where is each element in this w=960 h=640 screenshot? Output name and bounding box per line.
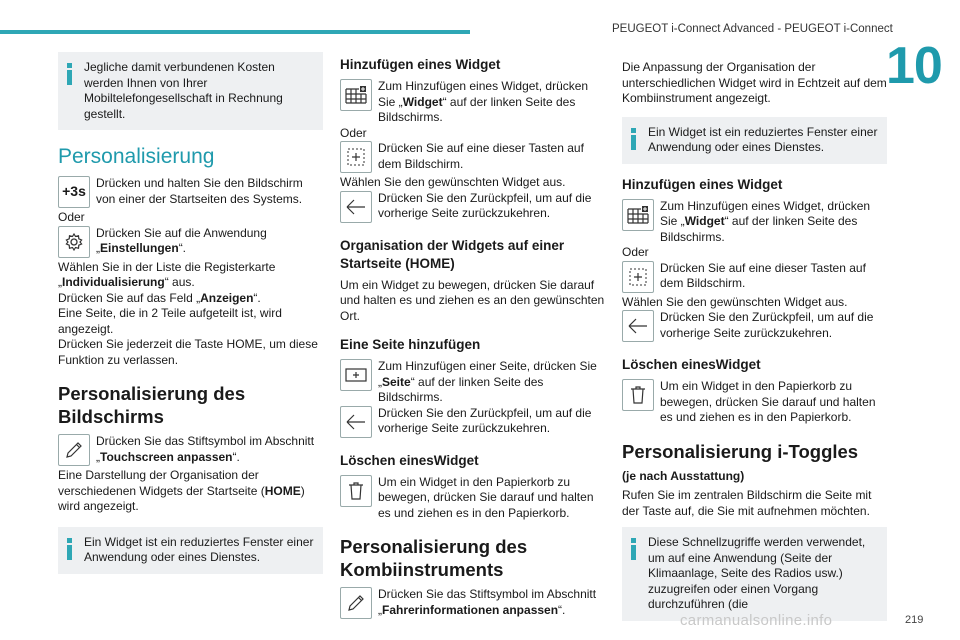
chapter-number: 10 bbox=[886, 37, 942, 95]
step-item: +3s Drücken und halten Sie den Bildschirm von einer der Startseiten des Systems. bbox=[58, 176, 323, 210]
subtitle-ausstattung: (je nach Ausstattung) bbox=[622, 468, 745, 483]
step-item: Drücken Sie den Zurückpfeil, um auf die vorherige Seite zurückzukehren. bbox=[622, 310, 887, 344]
step-item: Drücken Sie das Stiftsymbol im Abschnitt „Fahrerinformationen anpassen“. bbox=[340, 587, 605, 621]
section-title-widget-hinzufuegen: Hinzufügen eines Widget bbox=[340, 57, 501, 72]
step-item: Drücken Sie das Stiftsymbol im Abschnitt „Touchscreen anpassen“. bbox=[58, 434, 323, 468]
step-item: Drücken Sie den Zurückpfeil, um auf die vorherige Seite zurückzukehren. bbox=[340, 406, 605, 440]
back-arrow-icon bbox=[340, 406, 372, 438]
add-page-icon bbox=[340, 359, 372, 391]
trash-icon bbox=[340, 475, 372, 507]
step-item: Drücken Sie auf eine dieser Tasten auf dem Bildschirm. bbox=[622, 261, 887, 295]
info-note: Ein Widget ist ein reduziertes Fenster einer Anwendung oder eines Dienstes. bbox=[58, 527, 323, 574]
section-title-seite-hinzufuegen: Eine Seite hinzufügen bbox=[340, 337, 481, 352]
gear-icon bbox=[58, 226, 90, 258]
back-arrow-icon bbox=[622, 310, 654, 342]
info-note bbox=[58, 52, 323, 130]
section-title-widget-loeschen: Löschen einesWidget bbox=[622, 357, 761, 372]
note-text: Jegliche damit verbundenen Kosten werden Ihnen von Ihrer Mobiltelefongesellschaft in Rechnung gestellt. bbox=[84, 60, 283, 121]
column-3: Die Anpassung der Organisation der unterschiedlichen Widget wird in Echtzeit auf dem Kombiinstrument angezeigt. Ein Widget ist ein reduziertes Fenster einer Anwendung oder eines Dienstes. Hinzufügen eines Widget Zum Hinzufügen eines Widget, drücken Sie „Widget“ auf der linken Seite des Bildschirms. Oder Drücken Sie auf eine dieser Tasten auf dem Bildschirm. Wählen Sie den gewünschten Widget aus. Drücken Sie den Zurückpfeil, um auf die vorherige Seite zurückzukehren. Löschen einesWidget Um ein Widget in den Papierkorb zu bewegen, drücken Sie darauf und halten es und ziehen es in den Papierkorb. Personalisierung i-Toggles (je nach Ausstattung) Rufen Sie im zentralen Bildschirm die Seite mit der Taste auf, die Sie mit aufnehmen möchten. Diese Schnellzugriffe werden verwendet, um auf eine Anwendung (Seite der Klimaanlage, Seite des Radios usw.) zuzugreifen oder einen Vorgang durchzuführen (die bbox=[622, 60, 887, 631]
back-arrow-icon bbox=[340, 191, 372, 223]
column-1: Jegliche damit verbundenen Kosten werden Ihnen von Ihrer Mobiltelefongesellschaft in Rechnung gestellt. Personalisierung +3s Drücken und halten Sie den Bildschirm von einer der Startseiten des Systems. Oder Drücken Sie auf die Anwendung „Einstellungen“. Wählen Sie in der Liste die Registerkarte „Individualisierung“ aus. Drücken Sie auf das Feld „Anzeigen“. Eine Seite, die in 2 Teile aufgeteilt ist, wird angezeigt. Drücken Sie jederzeit die Taste HOME, um diese Funktion zu verlassen. Personalisierung des Bildschirms Drücken Sie das Stiftsymbol im Abschnitt „Touchscreen anpassen“. Eine Darstellung der Organisation der verschiedenen Widgets der Startseite (HOME) wird angezeigt. Ein Widget ist ein reduziertes Fenster einer Anwendung oder eines Dienstes. bbox=[58, 52, 323, 584]
pencil-icon bbox=[58, 434, 90, 466]
section-title-widget-loeschen: Löschen einesWidget bbox=[340, 452, 479, 468]
running-header: PEUGEOT i-Connect Advanced - PEUGEOT i-Connect bbox=[612, 23, 893, 35]
step-item: Drücken Sie auf die Anwendung „Einstellungen“. bbox=[58, 226, 323, 260]
step-item: Zum Hinzufügen einer Seite, drücken Sie „Seite“ auf der linken Seite des Bildschirms. bbox=[340, 359, 605, 406]
widget-grid-icon bbox=[340, 79, 372, 111]
info-icon bbox=[67, 63, 72, 85]
step-item: Drücken Sie den Zurückpfeil, um auf die vorherige Seite zurückzukehren. bbox=[340, 191, 605, 225]
section-title-widget-hinzufuegen: Hinzufügen eines Widget bbox=[622, 176, 783, 192]
section-title-personalisierung: Personalisierung bbox=[58, 145, 215, 168]
info-icon bbox=[631, 538, 636, 560]
info-icon bbox=[631, 128, 636, 150]
trash-icon bbox=[622, 379, 654, 411]
info-note: Diese Schnellzugriffe werden verwendet, um auf eine Anwendung (Seite der Klimaanlage, Seite des Radios usw.) zuzugreifen oder einen Vorgang durchzuführen (die bbox=[622, 527, 887, 621]
info-icon bbox=[67, 538, 72, 560]
widget-grid-icon bbox=[622, 199, 654, 231]
section-title-bildschirm: Personalisierung des Bildschirms bbox=[58, 383, 246, 427]
step-item: Zum Hinzufügen eines Widget, drücken Sie „Widget“ auf der linken Seite des Bildschirms. bbox=[340, 79, 605, 126]
section-title-i-toggles: Personalisierung i-Toggles bbox=[622, 440, 859, 462]
add-dashed-icon bbox=[340, 141, 372, 173]
step-item: Um ein Widget in den Papierkorb zu bewegen, drücken Sie darauf und halten es und ziehen es in den Papierkorb. bbox=[622, 379, 887, 426]
section-title-organisation: Organisation der Widgets auf einer Startseite (HOME) bbox=[340, 237, 565, 271]
step-item: Um ein Widget in den Papierkorb zu bewegen, drücken Sie darauf und halten es und ziehen es in den Papierkorb. bbox=[340, 475, 605, 522]
page-number: 219 bbox=[905, 614, 924, 626]
step-item: Zum Hinzufügen eines Widget, drücken Sie „Widget“ auf der linken Seite des Bildschirms. bbox=[622, 199, 887, 246]
pencil-icon bbox=[340, 587, 372, 619]
step-item: Drücken Sie auf eine dieser Tasten auf dem Bildschirm. bbox=[340, 141, 605, 175]
add-dashed-icon bbox=[622, 261, 654, 293]
plus-3s-icon: +3s bbox=[58, 176, 90, 208]
section-title-kombiinstrument: Personalisierung des Kombiinstruments bbox=[340, 536, 528, 580]
oder-label: Oder bbox=[58, 210, 85, 224]
info-note: Ein Widget ist ein reduziertes Fenster einer Anwendung oder eines Dienstes. bbox=[622, 117, 887, 164]
column-2: Hinzufügen eines Widget Zum Hinzufügen eines Widget, drücken Sie „Widget“ auf der linken Seite des Bildschirms. Oder Drücken Sie auf eine dieser Tasten auf dem Bildschirm. Wählen Sie den gewünschten Widget aus. Drücken Sie den Zurückpfeil, um auf die vorherige Seite zurückzukehren. Organisation der Widgets auf einer Startseite (HOME) Um ein Widget zu bewegen, drücken Sie darauf und halten es und ziehen es an den gewünschten Ort. Eine Seite hinzufügen Zum Hinzufügen einer Seite, drücken Sie „Seite“ auf der linken Seite des Bildschirms. Drücken Sie den Zurückpfeil, um auf die vorherige Seite zurückzukehren. Löschen einesWidget Um ein Widget in den Papierkorb zu bewegen, drücken Sie darauf und halten es und ziehen es in den Papierkorb. Personalisierung des Kombiinstruments Drücken Sie das Stiftsymbol im Abschnitt „Fahrerinformationen anpassen“. bbox=[340, 52, 605, 621]
header-accent-bar bbox=[0, 30, 470, 34]
watermark: carmanualsonline.info bbox=[680, 612, 833, 629]
